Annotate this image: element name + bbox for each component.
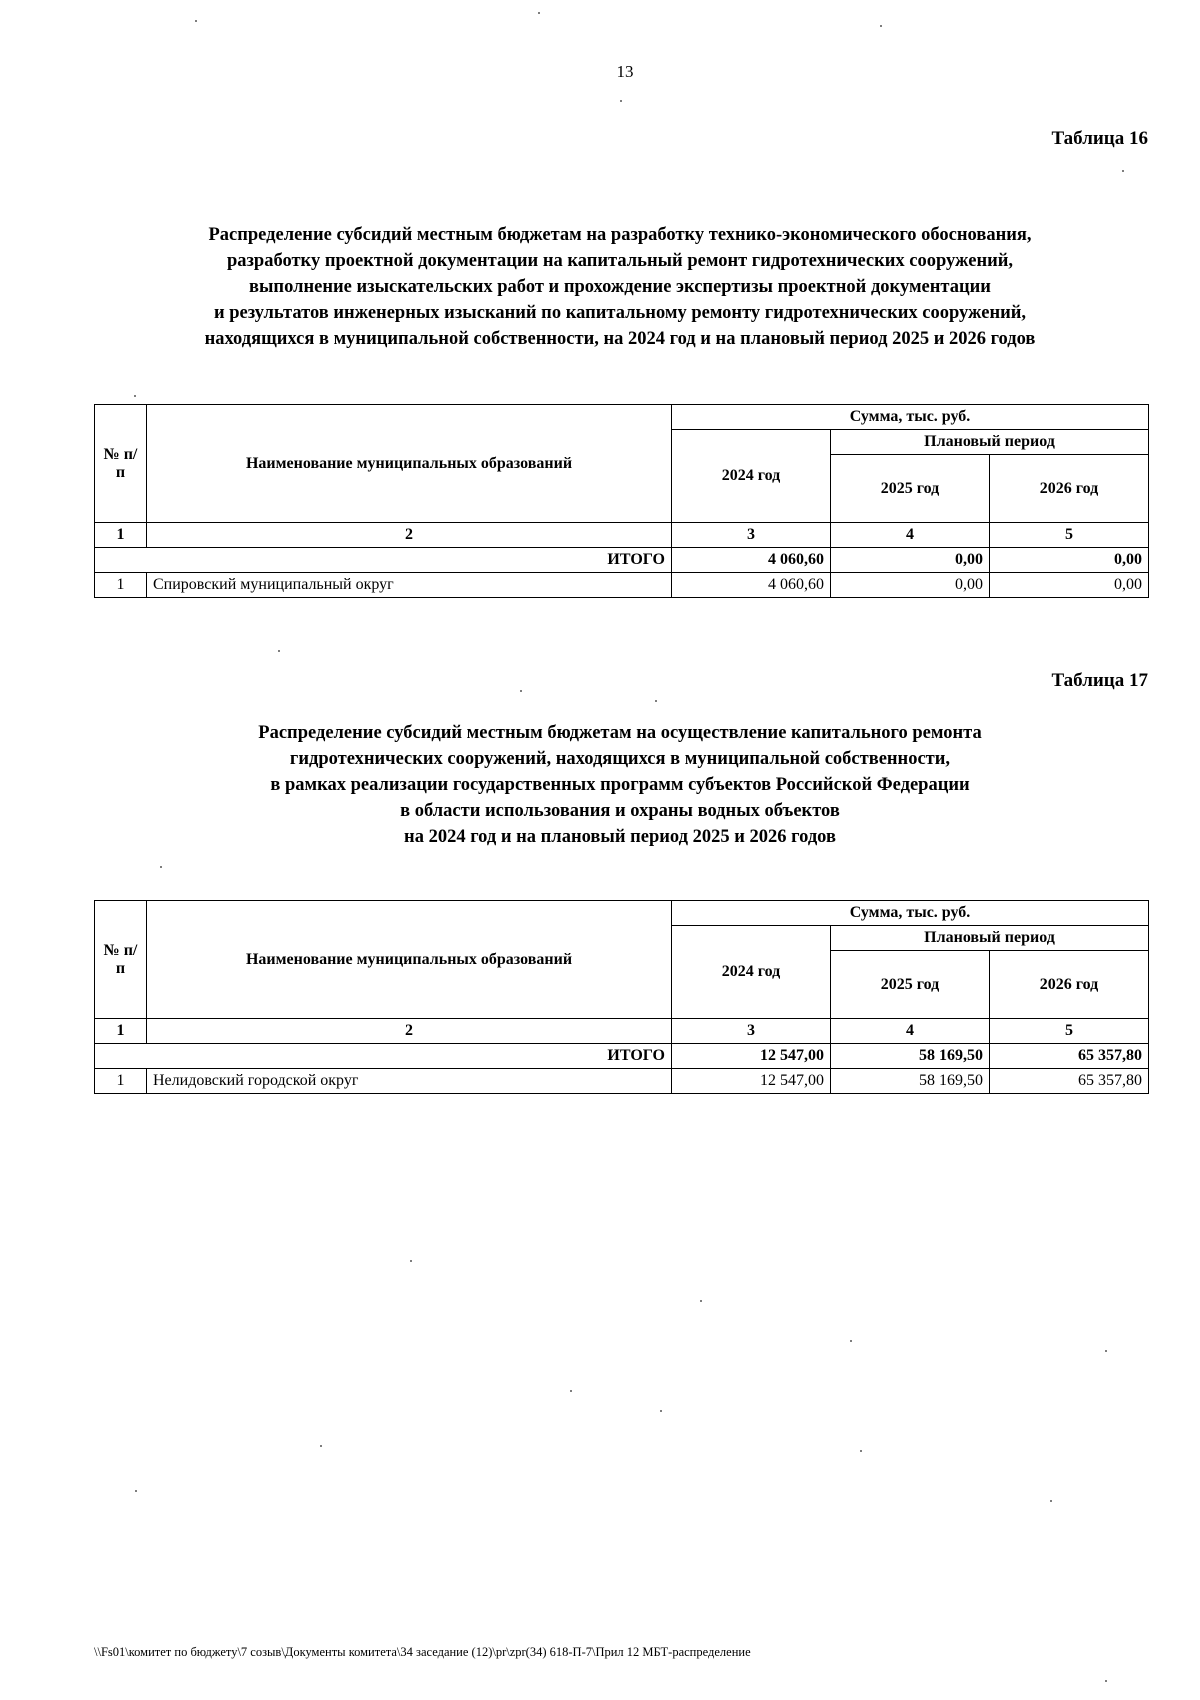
column-number: 3: [672, 523, 831, 548]
header-sum: Сумма, тыс. руб.: [672, 901, 1149, 926]
footer-file-path: \\Fs01\комитет по бюджету\7 созыв\Документы комитета\34 заседание (12)\pr\zpr(34) 618-П-7\Прил 12 МБТ-распределение: [94, 1645, 751, 1659]
table-16-title: [150, 222, 1090, 352]
title-line: и результатов инженерных изысканий по капитальному ремонту гидротехнических сооружений,: [213, 303, 1027, 323]
column-number: 4: [831, 1019, 990, 1044]
total-2025: 58 169,50: [831, 1044, 990, 1069]
header-2026: 2026 год: [990, 951, 1149, 1019]
row-num: 1: [95, 573, 147, 598]
column-number: 2: [147, 523, 672, 548]
table-16: [94, 404, 1149, 598]
table-17: [94, 900, 1149, 1094]
page-number: 13: [616, 62, 634, 81]
column-number: 1: [95, 523, 147, 548]
table-row: [95, 1069, 1149, 1094]
column-number: 1: [95, 1019, 147, 1044]
table-row: [95, 573, 1149, 598]
title-line: в рамках реализации государственных программ субъектов Российской Федерации: [270, 775, 970, 795]
column-number: 5: [990, 523, 1149, 548]
column-number: 3: [672, 1019, 831, 1044]
header-num: № п/п: [95, 901, 147, 1019]
row-num: 1: [95, 1069, 147, 1094]
row-2026: 0,00: [990, 573, 1149, 598]
title-line: на 2024 год и на плановый период 2025 и 2026 годов: [404, 827, 836, 847]
row-2024: 12 547,00: [672, 1069, 831, 1094]
title-line: Распределение субсидий местным бюджетам на осуществление капитального ремонта: [258, 723, 982, 743]
title-line: в области использования и охраны водных объектов: [400, 801, 840, 821]
header-name: Наименование муниципальных образований: [147, 405, 672, 523]
row-name: Спировский муниципальный округ: [147, 573, 672, 598]
row-name: Нелидовский городской округ: [147, 1069, 672, 1094]
title-line: находящихся в муниципальной собственности, на 2024 год и на плановый период 2025 и 2026 годов: [204, 329, 1036, 349]
total-2024: 12 547,00: [672, 1044, 831, 1069]
row-2025: 58 169,50: [831, 1069, 990, 1094]
header-2024: 2024 год: [672, 430, 831, 523]
table-17-label: Таблица 17: [1051, 670, 1148, 691]
header-name: Наименование муниципальных образований: [147, 901, 672, 1019]
header-2024: 2024 год: [672, 926, 831, 1019]
row-2025: 0,00: [831, 573, 990, 598]
total-row: [95, 548, 1149, 573]
header-2025: 2025 год: [831, 951, 990, 1019]
column-number: 4: [831, 523, 990, 548]
title-line: гидротехнических сооружений, находящихся в муниципальной собственности,: [289, 749, 951, 769]
table-17-title: [150, 720, 1090, 850]
column-number: 5: [990, 1019, 1149, 1044]
header-2026: 2026 год: [990, 455, 1149, 523]
title-line: Распределение субсидий местным бюджетам на разработку технико-экономического обоснования,: [208, 225, 1032, 245]
total-label: ИТОГО: [95, 548, 672, 573]
header-planned: Плановый период: [831, 430, 1149, 455]
header-planned: Плановый период: [831, 926, 1149, 951]
title-line: разработку проектной документации на капитальный ремонт гидротехнических сооружений,: [226, 251, 1014, 271]
header-2025: 2025 год: [831, 455, 990, 523]
total-2025: 0,00: [831, 548, 990, 573]
header-sum: Сумма, тыс. руб.: [672, 405, 1149, 430]
row-2024: 4 060,60: [672, 573, 831, 598]
total-row: [95, 1044, 1149, 1069]
total-label: ИТОГО: [95, 1044, 672, 1069]
total-2024: 4 060,60: [672, 548, 831, 573]
table-16-label: Таблица 16: [1051, 128, 1148, 149]
title-line: выполнение изыскательских работ и прохождение экспертизы проектной документации: [249, 277, 991, 297]
column-number: 2: [147, 1019, 672, 1044]
total-2026: 65 357,80: [990, 1044, 1149, 1069]
header-num: № п/п: [95, 405, 147, 523]
row-2026: 65 357,80: [990, 1069, 1149, 1094]
total-2026: 0,00: [990, 548, 1149, 573]
